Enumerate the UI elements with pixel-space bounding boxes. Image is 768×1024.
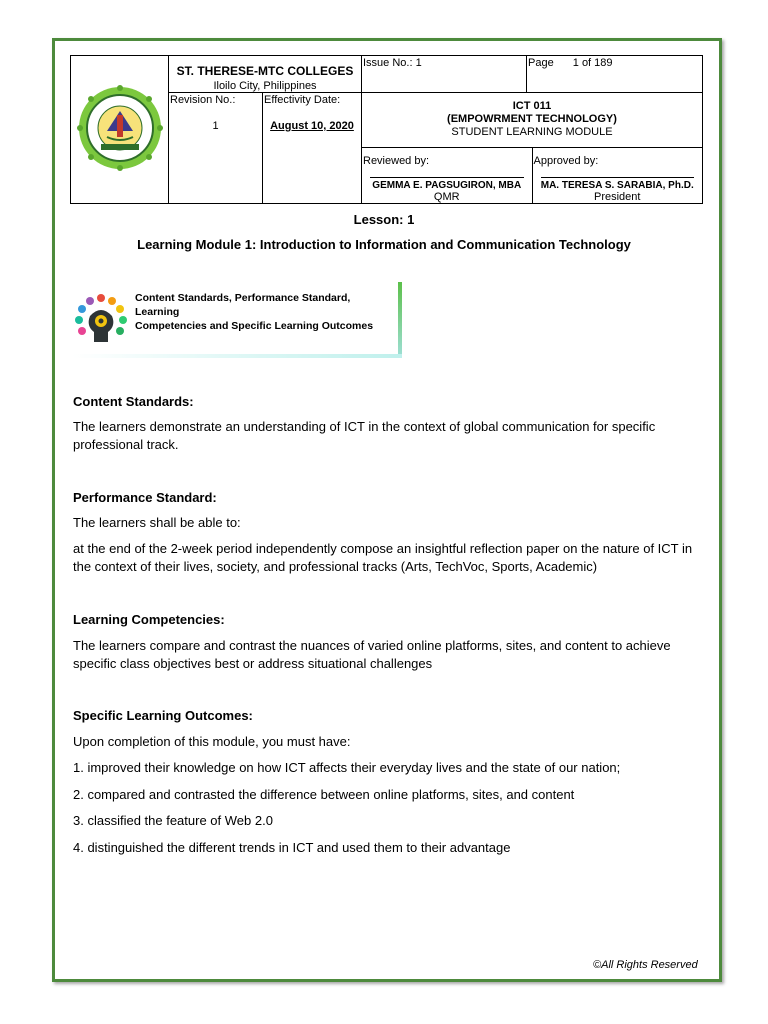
performance-standard-line-2: the context of their lives, society, and professional tracks (Arts, TechVoc, Sports, Academic) bbox=[73, 559, 598, 574]
copyright-footer: ©All Rights Reserved bbox=[593, 959, 698, 971]
performance-standard-intro: The learners shall be able to: bbox=[73, 515, 241, 530]
reviewed-by-label: Reviewed by: bbox=[363, 154, 430, 167]
banner-line-2: Competencies and Specific Learning Outcomes bbox=[135, 320, 374, 332]
performance-standard-text bbox=[73, 540, 693, 576]
learning-competencies-line-1: The learners compare and contrast the nuances of varied online platforms, sites, and content to achieve bbox=[73, 638, 671, 653]
effectivity-label: Effectivity Date: bbox=[264, 94, 341, 106]
head-gears-icon bbox=[72, 290, 130, 350]
approver-role: President bbox=[594, 190, 641, 203]
reviewer-name: GEMMA E. PAGSUGIRON, MBA bbox=[372, 179, 522, 191]
effectivity-date: August 10, 2020 bbox=[270, 120, 354, 132]
outcome-item: 3. classified the feature of Web 2.0 bbox=[73, 813, 273, 828]
page-number: 1 of 189 bbox=[572, 57, 613, 69]
banner-line-1: Content Standards, Performance Standard, Learning bbox=[135, 292, 351, 318]
approver-name: MA. TERESA S. SARABIA, Ph.D. bbox=[540, 179, 694, 191]
document-header bbox=[70, 55, 703, 204]
reviewer-role: QMR bbox=[433, 190, 460, 203]
school-seal bbox=[71, 56, 169, 204]
content-standards-line-1: The learners demonstrate an understanding of ICT in the context of global communication for specific bbox=[73, 419, 656, 434]
outcome-item: 1. improved their knowledge on how ICT affects their everyday lives and the state of our nation; bbox=[73, 760, 621, 775]
learning-competencies-text bbox=[73, 637, 693, 673]
lesson-title: Learning Module 1: Introduction to Information and Communication Technology bbox=[137, 237, 631, 252]
approved-by-label: Approved by: bbox=[533, 154, 599, 167]
banner-accent-horizontal bbox=[72, 354, 402, 358]
specific-outcomes-heading: Specific Learning Outcomes: bbox=[73, 708, 253, 723]
course-code: ICT 011 bbox=[512, 100, 552, 113]
banner-accent-vertical bbox=[398, 282, 402, 358]
revision-label: Revision No.: bbox=[170, 94, 236, 106]
course-name: (EMPOWRMENT TECHNOLOGY) bbox=[447, 113, 617, 126]
content-standards-text bbox=[73, 418, 693, 454]
outcome-item: 2. compared and contrasted the difference between online platforms, sites, and content bbox=[73, 787, 575, 802]
learning-competencies-line-2: specific class objectives best or address situational challenges bbox=[73, 656, 433, 671]
school-seal-icon bbox=[77, 85, 163, 171]
page-label: Page bbox=[528, 57, 554, 69]
objectives-banner bbox=[72, 282, 402, 358]
specific-outcomes-intro: Upon completion of this module, you must have: bbox=[73, 734, 351, 749]
module-type: STUDENT LEARNING MODULE bbox=[451, 126, 613, 139]
content-standards-heading: Content Standards: bbox=[73, 394, 194, 409]
issue-number: Issue No.: 1 bbox=[362, 56, 527, 93]
school-name: ST. THERESE-MTC COLLEGES bbox=[176, 64, 354, 78]
school-address: Iloilo City, Philippines bbox=[213, 80, 317, 92]
learning-competencies-heading: Learning Competencies: bbox=[73, 612, 225, 627]
outcome-item: 4. distinguished the different trends in ICT and used them to their advantage bbox=[73, 840, 511, 855]
revision-value: 1 bbox=[212, 120, 219, 132]
performance-standard-line-1: at the end of the 2-week period independently compose an insightful reflection paper on the nature of ICT in bbox=[73, 541, 693, 556]
performance-standard-heading: Performance Standard: bbox=[73, 490, 217, 505]
lesson-number: Lesson: 1 bbox=[353, 212, 415, 227]
content-standards-line-2: professional track. bbox=[73, 437, 179, 452]
